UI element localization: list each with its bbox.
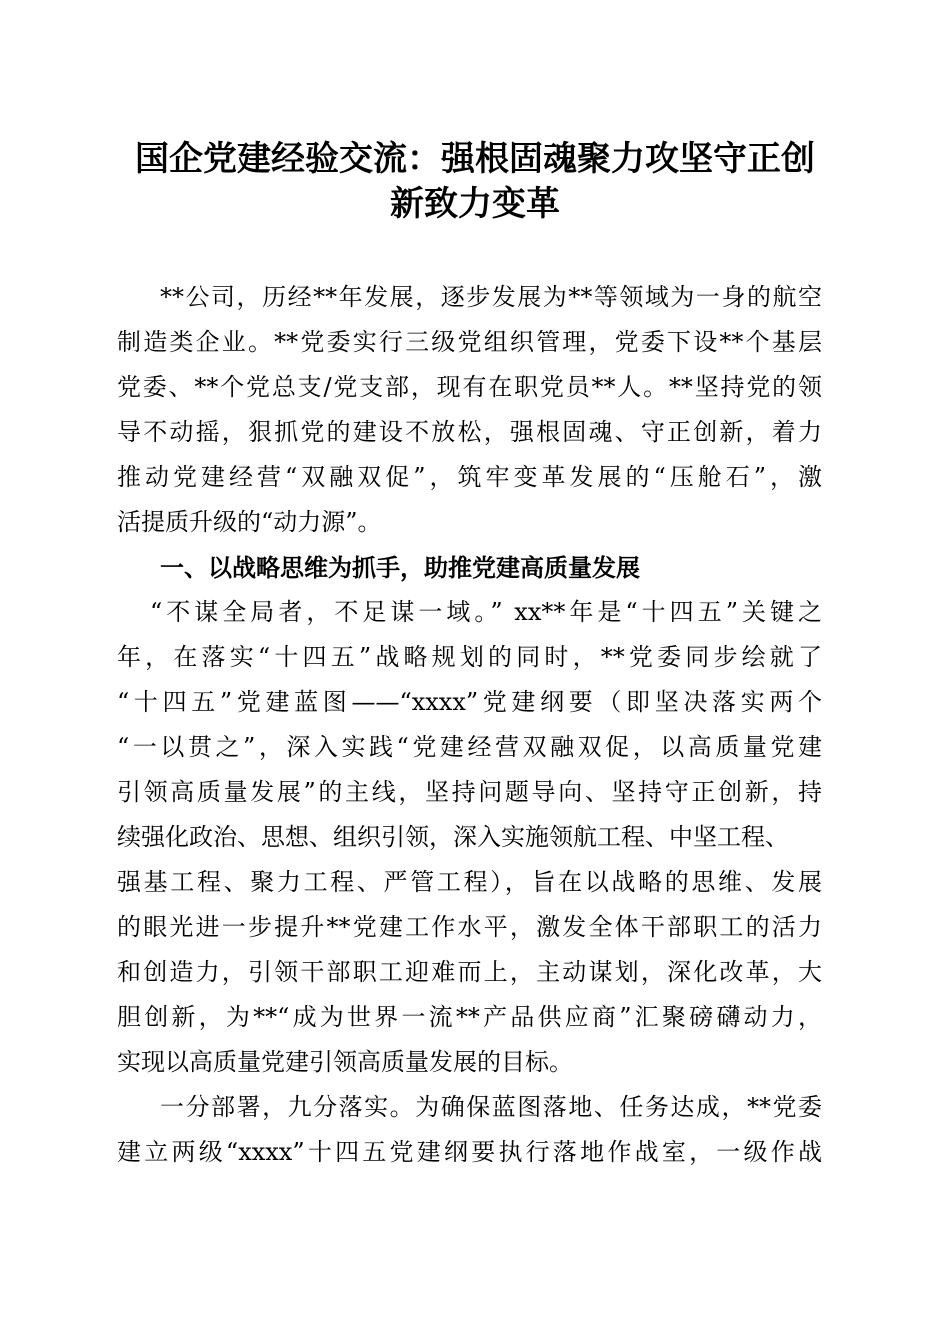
text-line: 党委、**个党总支/党支部，现有在职党员**人。**坚持党的领 [117, 373, 822, 401]
text-line: 和创造力，引领干部职工迎难而上，主动谋划，深化改革，大 [117, 958, 822, 986]
text-line: “不谋全局者，不足谋一域。” xx**年是“十四五”关键之 [150, 598, 822, 626]
text-line: 年，在落实“十四五”战略规划的同时，**党委同步绘就了 [117, 643, 822, 671]
text-line: 实现以高质量党建引领高质量发展的目标。 [117, 1048, 573, 1076]
paragraph-deployment [117, 1085, 822, 1175]
text-line: 一分部署，九分落实。为确保蓝图落地、任务达成，**党委 [160, 1093, 822, 1121]
document-title [100, 137, 850, 227]
text-line: 活提质升级的“动力源”。 [117, 508, 382, 536]
text-line: 引领高质量发展”的主线，坚持问题导向、坚持守正创新，持 [117, 778, 822, 806]
section-heading: 一、以战略思维为抓手，助推党建高质量发展 [160, 553, 640, 582]
title-line: 国企党建经验交流：强根固魂聚力攻坚守正创 [135, 139, 815, 179]
text-line: 制造类企业。**党委实行三级党组织管理，党委下设**个基层 [117, 328, 822, 356]
text-line: 的眼光进一步提升**党建工作水平，激发全体干部职工的活力 [117, 913, 822, 941]
text-line: 胆创新，为**“成为世界一流**产品供应商”汇聚磅礴动力， [117, 1003, 822, 1031]
text-line: 强基工程、聚力工程、严管工程），旨在以战略的思维、发展 [117, 868, 822, 896]
text-line: “一以贯之”，深入实践“党建经营双融双促，以高质量党建 [117, 733, 822, 761]
text-line: 导不动摇，狠抓党的建设不放松，强根固魂、守正创新，着力 [117, 418, 822, 446]
paragraph-strategy [117, 590, 822, 1085]
document-body [117, 275, 822, 1175]
title-line: 新致力变革 [390, 184, 560, 224]
text-line: “十四五”党建蓝图——“xxxx”党建纲要（即坚决落实两个 [117, 688, 822, 716]
text-line: 续强化政治、思想、组织引领，深入实施领航工程、中坚工程、 [117, 823, 789, 851]
text-line: 推动党建经营“双融双促”，筑牢变革发展的“压舱石”，激 [117, 463, 822, 491]
paragraph-intro [117, 275, 822, 545]
text-line: **公司，历经**年发展，逐步发展为**等领域为一身的航空 [160, 283, 822, 311]
text-line: 建立两级“xxxx”十四五党建纲要执行落地作战室，一级作战 [117, 1138, 822, 1166]
